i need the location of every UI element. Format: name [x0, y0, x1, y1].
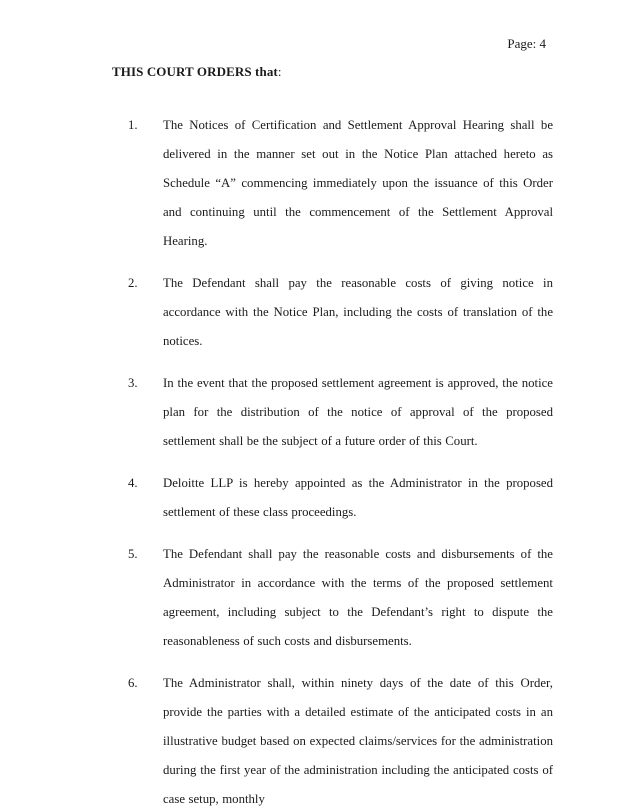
order-text-6: The Administrator shall, within ninety days of the date of this Order, provide the parties with a detailed estimate of the anticipated costs in an illustrative budget based on expected claims/services for the administration during the first year of the administration including the anticipated costs of case setup, monthly	[163, 676, 553, 806]
order-item-6	[128, 669, 553, 807]
orders-heading	[112, 64, 281, 80]
order-item-4	[128, 469, 553, 527]
order-text-4: Deloitte LLP is hereby appointed as the Administrator in the proposed settlement of these class proceedings.	[163, 476, 553, 519]
order-item-3	[128, 369, 553, 456]
order-number-5: 5.	[128, 547, 138, 561]
order-number-6: 6.	[128, 676, 138, 690]
order-number-2: 2.	[128, 276, 138, 290]
order-number-3: 3.	[128, 376, 138, 390]
order-item-1	[128, 111, 553, 256]
order-text-3: In the event that the proposed settlement agreement is approved, the notice plan for the distribution of the notice of approval of the proposed settlement shall be the subject of a future order of this Court.	[163, 376, 553, 448]
orders-list	[128, 111, 553, 807]
orders-heading-bold-text: THIS COURT ORDERS that	[112, 64, 278, 79]
order-text-5: The Defendant shall pay the reasonable costs and disbursements of the Administrator in accordance with the terms of the proposed settlement agreement, including subject to the Defendant’s right to dispute the reasonableness of such costs and disbursements.	[163, 547, 553, 648]
order-item-5	[128, 540, 553, 656]
order-text-2: The Defendant shall pay the reasonable costs of giving notice in accordance with the Notice Plan, including the costs of translation of the notices.	[163, 276, 553, 348]
order-item-2	[128, 269, 553, 356]
page-number: Page: 4	[507, 36, 546, 51]
order-number-1: 1.	[128, 118, 138, 132]
order-text-1: The Notices of Certification and Settlement Approval Hearing shall be delivered in the manner set out in the Notice Plan attached hereto as Schedule “A” commencing immediately upon the issuance of this Order and continuing until the commencement of the Settlement Approval Hearing.	[163, 118, 553, 248]
orders-heading-colon: :	[277, 64, 282, 79]
order-number-4: 4.	[128, 476, 138, 490]
